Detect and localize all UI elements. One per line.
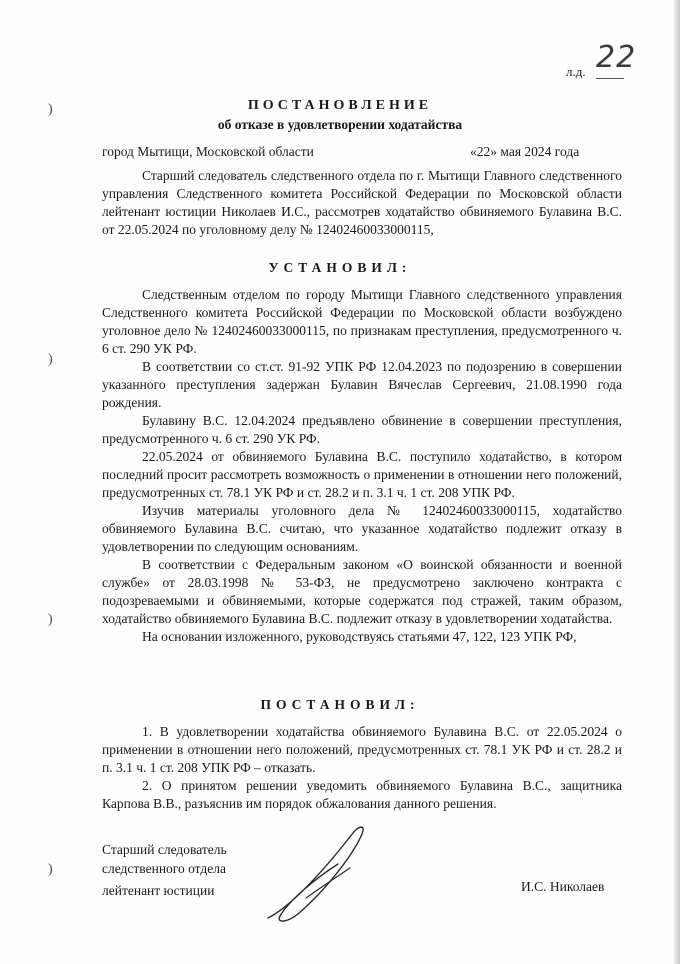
- document-place: город Мытищи, Московской области: [102, 144, 314, 159]
- signatory-position: [102, 840, 227, 878]
- resolution-item: 2. О принятом решении уведомить обвиняемого Булавина В.С., защитника Карпова В.В., разъяснив им порядок обжалования данного решения.: [102, 778, 622, 811]
- signatory-rank: лейтенант юстиции: [102, 883, 215, 898]
- section-heading-postanovil: ПОСТАНОВИЛ:: [260, 697, 420, 712]
- case-sheet-label: л.д.: [566, 64, 586, 79]
- findings-paragraph: На основании изложенного, руководствуясь статьями 47, 122, 123 УПК РФ,: [142, 629, 577, 644]
- margin-bracket-mark: ): [48, 352, 53, 367]
- resolution-section: [102, 723, 622, 813]
- document-date: «22» мая 2024 года: [470, 144, 580, 159]
- margin-bracket-mark: ): [48, 102, 53, 117]
- findings-paragraph: В соответствии со ст.ст. 91-92 УПК РФ 12.04.2023 по подозрению в совершении указанного преступления задержан Булавин Вячеслав Сергеевич, 21.08.1990 года рождения.: [102, 359, 622, 410]
- margin-bracket-mark: ): [48, 612, 53, 627]
- case-sheet-number: 22: [596, 40, 637, 75]
- document-subtitle: об отказе в удовлетворении ходатайства: [217, 117, 463, 132]
- findings-paragraph: Булавину В.С. 12.04.2024 предъявлено обвинение в совершении преступления, предусмотренного ч. 6 ст. 290 УК РФ.: [102, 413, 622, 446]
- page-edge-shadow: [674, 0, 680, 964]
- findings-paragraph: Изучив материалы уголовного дела № 12402460033000115, ходатайство обвиняемого Булавина В.С. считаю, что указанное ходатайство подлежит отказу в удовлетворении по следующим основаниям.: [102, 503, 622, 554]
- signatory-name: И.С. Николаев: [521, 879, 605, 894]
- case-number-underline: [596, 78, 624, 79]
- margin-bracket-mark: ): [48, 862, 53, 877]
- findings-paragraph: Следственным отделом по городу Мытищи Главного следственного управления Следственного комитета Российской Федерации по Московской области возбуждено уголовное дело № 12402460033000115, по признакам преступления, предусмотренного ч. 6 ст. 290 УК РФ.: [102, 287, 622, 356]
- section-heading-ustanovil: УСТАНОВИЛ:: [268, 260, 412, 275]
- intro-paragraph: Старший следователь следственного отдела по г. Мытищи Главного следственного управления Следственного комитета Российской Федерации по Московской области лейтенант юстиции Николаев И.С., рассмотрев ходатайство обвиняемого Булавина В.С. от 22.05.2024 по уголовному делу № 12402460033000115,: [102, 168, 622, 237]
- signatory-position-line: следственного отдела: [102, 861, 226, 876]
- resolution-item: 1. В удовлетворении ходатайства обвиняемого Булавина В.С. от 22.05.2024 о применении в отношении него положений, предусмотренных ст. 78.1 УК РФ и ст. 28.2 и п. 3.1 ч. 1 ст. 208 УПК РФ – отказать.: [102, 724, 622, 775]
- findings-section: [102, 286, 622, 646]
- findings-paragraph: 22.05.2024 от обвиняемого Булавина В.С. поступило ходатайство, в котором последний просит рассмотреть возможность о применении в отношении него положений, предусмотренных ст. 78.1 УК РФ и ст. 28.2 и п. 3.1 ч. 1 ст. 208 УПК РФ.: [102, 449, 622, 500]
- handwritten-signature: [258, 818, 378, 928]
- signatory-position-line: Старший следователь: [102, 842, 227, 857]
- findings-paragraph: В соответствии с Федеральным законом «О воинской обязанности и военной службе» от 28.03.1998 № 53-ФЗ, не предусмотрено заключено контракта с подозреваемыми и обвиняемыми, которые содержатся под стражей, таким образом, ходатайство обвиняемого Булавина В.С. подлежит отказу в удовлетворении ходатайства.: [102, 557, 622, 626]
- document-title: ПОСТАНОВЛЕНИЕ: [247, 98, 433, 113]
